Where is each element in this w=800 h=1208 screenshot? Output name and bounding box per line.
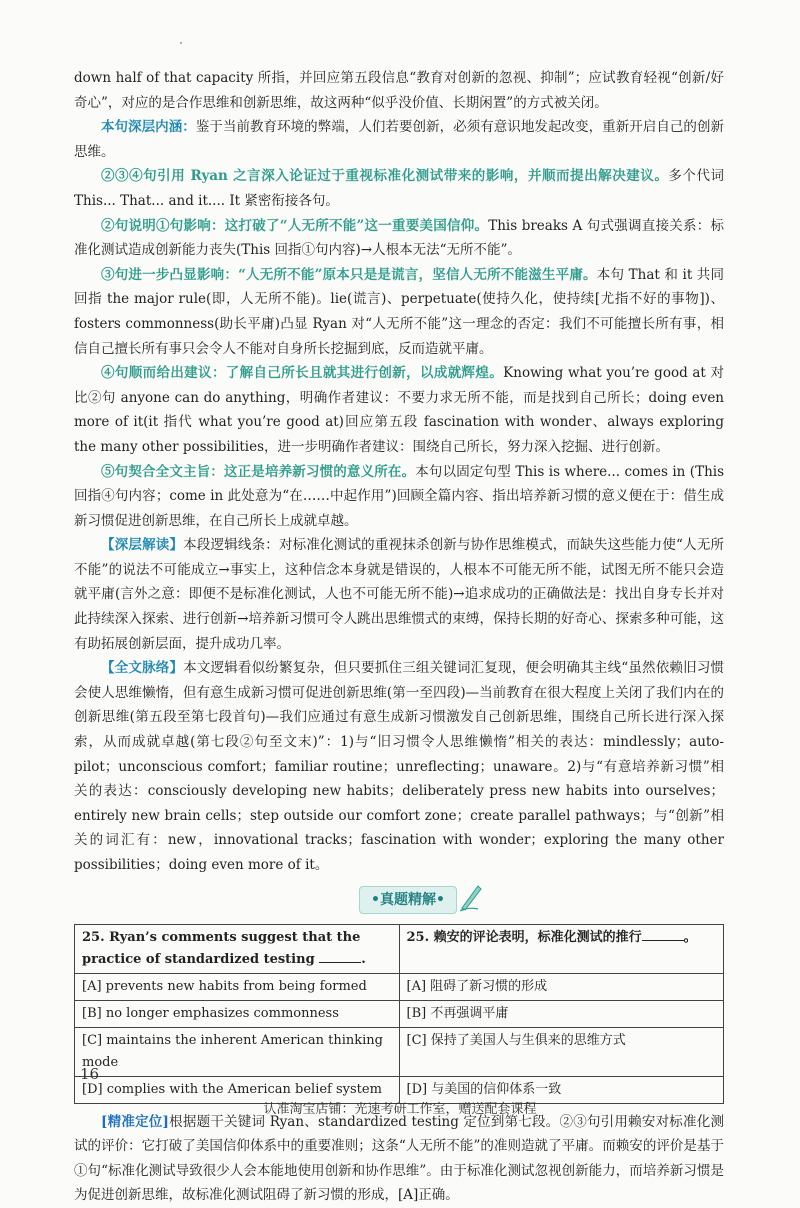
- option-d-cn: [D] 与美国的信仰体系一致: [399, 1076, 724, 1103]
- question-stem-en: 25. Ryan’s comments suggest that the practice of standardized testing .: [75, 924, 400, 973]
- option-b-en: [B] no longer emphasizes commonness: [75, 1000, 400, 1027]
- option-a-cn: [A] 阻碍了新习惯的形成: [399, 973, 724, 1000]
- question-table: [74, 924, 724, 1104]
- pen-icon: [458, 882, 484, 912]
- paragraph-1: down half of that capacity 所指，并回应第五段信息“教育对创新的忽视、抑制”；应试教育轻视“创新/好奇心”，对应的是合作思维和创新思维，故这两种“似乎没价值、长期闲置”的方式被关闭。: [74, 70, 724, 111]
- deep-meaning-label: 本句深层内涵：: [101, 119, 196, 136]
- paragraph-sentence-2: ②句说明①句影响：这打破了“人无所不能”这一重要美国信仰。This breaks A 句式强调直接关系：标准化测试造成创新能力丧失(This 回指①句内容)→人根本无法“无所不能”。: [74, 217, 725, 259]
- paragraph-sentence-5: ⑤句契合全文主旨：这正是培养新习惯的意义所在。本句以固定句型 This is where... comes in (This 回指④句内容；come in 此处意为“在……中起作用”)回顾全篇内容、指出培养新习惯的意义便在于：借生成新习惯促进创新思维，在自己所长上成就卓越。: [74, 463, 725, 529]
- table-row: [75, 1027, 724, 1076]
- option-d-en: [D] complies with the American belief system: [75, 1076, 400, 1103]
- option-c-cn: [C] 保持了美国人与生俱来的思维方式: [399, 1027, 724, 1076]
- option-b-cn: [B] 不再强调平庸: [399, 1000, 724, 1027]
- question-stem-cn: 25. 赖安的评论表明，标准化测试的推行 。: [399, 924, 724, 973]
- section-banner: [74, 878, 724, 924]
- paragraph-precise-location: [精准定位]根据题干关键词 Ryan、standardized testing 定位到第七段。②③句引用赖安对标准化测试的评价：它打破了美国信仰体系中的重要准则；这条“人无所不能”的准则造就了平庸。而赖安的评价是基于①句“标准化测试导致很少人会本能地使用创新和协作思维”。由于标准化测试忽视创新能力，而培养新习惯是为促进创新思维，故标准化测试阻碍了新习惯的形成，[A]正确。: [74, 1113, 724, 1204]
- paragraph-full-context: 【全文脉络】本文逻辑看似纷繁复杂，但只要抓住三组关键词汇复现，便会明确其主线“虽然依赖旧习惯会使人思维懒惰，但有意生成新习惯可促进创新思维(第一至四段)—当前教育在很大程度上关闭了我们内在的创新思维(第五段至第七段首句)—我们应通过有意生成新习惯激发自己创新思维，围绕自己所长进行深入探索，从而成就卓越(第七段②句至文末)”：1)与“旧习惯令人思维懒惰”相关的表达：mindlessly；auto-pilot；unconscious comfort；familiar routine；unreflecting；unaware。2)与“有意培养新习惯”相关的表达：consciously developing new habits；deliberately press new habits into ourselves；entirely new brain cells；step outside our comfort zone；create parallel pathways；与“创新”相关的词汇有：new，innovational tracks；fascination with wonder；exploring the many other possibilities；doing even more of it。: [74, 660, 725, 873]
- paragraph-deep-interpretation: 【深层解读】本段逻辑线条：对标准化测试的重视抹杀创新与协作思维模式，而缺失这些能力使“人无所不能”的说法不可能成立→事实上，这种信念本身就是错误的，人根本不可能无所不能，试图无所不能只会造就平庸(言外之意：即便不是标准化测试，人也不可能无所不能)→追求成功的正确做法是：找出自身专长并对此持续深入探索、进行创新→培养新习惯可令人跳出思维惯式的束缚，保持长期的好奇心、探索多种可能，这有助拓展创新层面，提升成功几率。: [74, 537, 725, 652]
- option-c-en: [C] maintains the inherent American thinking mode: [75, 1027, 400, 1076]
- paragraph-sentence-3: ③句进一步凸显影响：“人无所不能”原本只是是谎言，坚信人无所不能滋生平庸。本句 That 和 it 共同回指 the major rule(即，人无所不能)。lie(谎言)、perpetuate(使持久化，使持续[尤指不好的事物])、fosters commonness(助长平庸)凸显 Ryan 对“人无所不能”这一理念的否定：我们不可能擅长所有事，相信自己擅长所有事只会令人不能对自身所长挖掘到底，反而造就平庸。: [74, 266, 724, 357]
- page-number: 16: [80, 1065, 100, 1083]
- answer-blank: [319, 950, 361, 963]
- table-row: [75, 1000, 724, 1027]
- banner-label: •真题精解•: [359, 886, 457, 914]
- paragraph-sentence-4: ④句顺而给出建议：了解自己所长且就其进行创新，以成就辉煌。Knowing what you’re good at 对比②句 anyone can do anything，明确作者建议：不要力求无所不能，而是找到自己所长；doing even more of it(it 指代 what you’re good at)回应第五段 fascination with wonder、always exploring the many other possibilities，进一步明确作者建议：围绕自己所长，努力深入挖掘、进行创新。: [74, 365, 725, 455]
- page-content: [74, 66, 724, 1208]
- answer-blank: [642, 928, 684, 941]
- table-row: [75, 924, 724, 973]
- option-a-en: [A] prevents new habits from being formed: [75, 973, 400, 1000]
- table-row: [75, 973, 724, 1000]
- paragraph-sentences-234: ②③④句引用 Ryan 之言深入论证过于重视标准化测试带来的影响，并顺而提出解决建议。多个代词 This... That... and it.... It 紧密衔接各句。: [74, 168, 724, 209]
- paragraph-deep-meaning: 本句深层内涵：鉴于当前教育环境的弊端，人们若要创新，必须有意识地发起改变，重新开启自己的创新思维。: [74, 119, 725, 160]
- footer-text: 认准淘宝店铺：光速考研工作室，赠送配套课程: [263, 1102, 537, 1117]
